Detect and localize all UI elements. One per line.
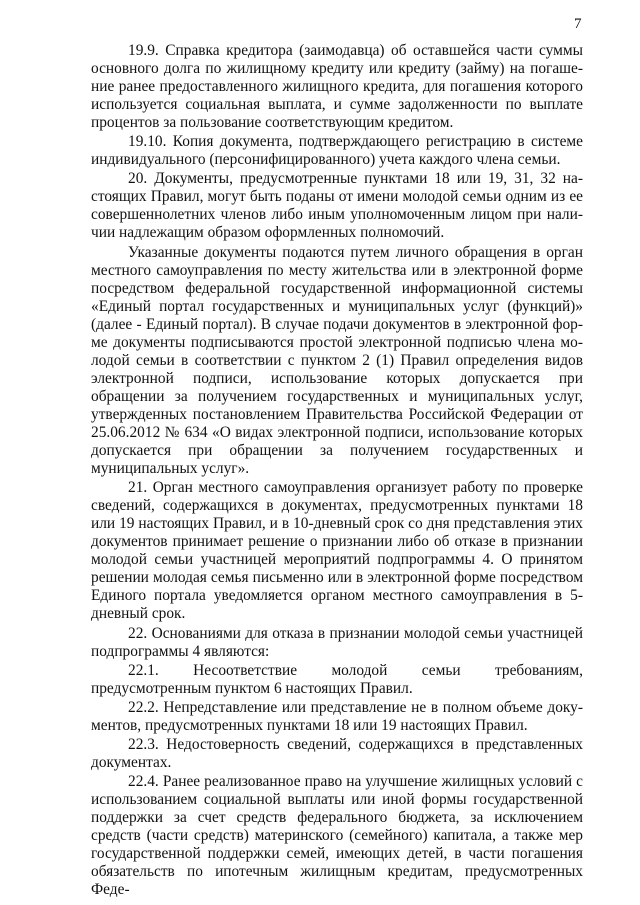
page-number: 7 bbox=[574, 16, 582, 32]
document-body bbox=[91, 42, 583, 899]
paragraph-20: 20. Документы, предусмотренные пунктами 18 или 19, 31, 32 настоящих Правил, могут быть поданы от имени молодой семьи одним из ее совершеннолетних членов либо иным уполномоченным лицом при наличии надлежащим образом оформленных полномочий. bbox=[91, 170, 583, 242]
paragraph-22: 22. Основаниями для отказа в признании молодой семьи участницей подпрограммы 4 являются: bbox=[91, 624, 583, 660]
paragraph-19-9: 19.9. Справка кредитора (заимодавца) об оставшейся части суммы основного долга по жилищному кредиту или кредиту (займу) на погашение ранее предоставленного жилищного кредита, для погашения которого используется социальная выплата, и сумме задолженности по выплате процентов за пользование соответствующим кредитом. bbox=[91, 42, 583, 132]
paragraph-19-10: 19.10. Копия документа, подтверждающего регистрацию в системе индивидуального (персонифицированного) учета каждого члена семьи. bbox=[91, 133, 583, 169]
paragraph-21: 21. Орган местного самоуправления организует работу по проверке сведений, содержащихся в документах, предусмотренных пунктами 18 или 19 настоящих Правил, и в 10-дневный срок со дня представления этих документов принимает решение о признании либо об отказе в признании молодой семьи участницей мероприятий подпрограммы 4. О принятом решении молодая семья письменно или в электронной форме посредством Единого портала уведомляется органом местного самоуправления в 5-дневный срок. bbox=[91, 479, 583, 623]
paragraph-submission-method: Указанные документы подаются путем личного обращения в орган местного самоуправления по месту жительства или в электронной форме посредством федеральной государственной информационной системы «Единый портал государственных и муниципальных услуг (функций)» (далее - Единый портал). В случае подачи документов в электронной форме документы подписываются простой электронной подписью члена молодой семьи в соответствии с пунктом 2 (1) Правил определения видов электронной подписи, использование которых допускается при обращении за получением государственных и муниципальных услуг, утвержденных постановлением Правительства Российской Федерации от 25.06.2012 № 634 «О видах электронной подписи, использование которых допускается при обращении за получением государственных и муниципальных услуг». bbox=[91, 243, 583, 478]
paragraph-22-1: 22.1. Несоответствие молодой семьи требованиям, предусмотренным пунктом 6 настоящих Правил. bbox=[91, 661, 583, 697]
paragraph-22-4: 22.4. Ранее реализованное право на улучшение жилищных условий с использованием социальной выплаты или иной формы государственной поддержки за счет средств федерального бюджета, за исключением средств (части средств) материнского (семейного) капитала, а также мер государственной поддержки семей, имеющих детей, в части погашения обязательств по ипотечным жилищным кредитам, предусмотренных Феде- bbox=[91, 772, 583, 899]
paragraph-22-2: 22.2. Непредставление или представление не в полном объеме документов, предусмотренных пунктами 18 или 19 настоящих Правил. bbox=[91, 698, 583, 734]
paragraph-22-3: 22.3. Недостоверность сведений, содержащихся в представленных документах. bbox=[91, 735, 583, 771]
